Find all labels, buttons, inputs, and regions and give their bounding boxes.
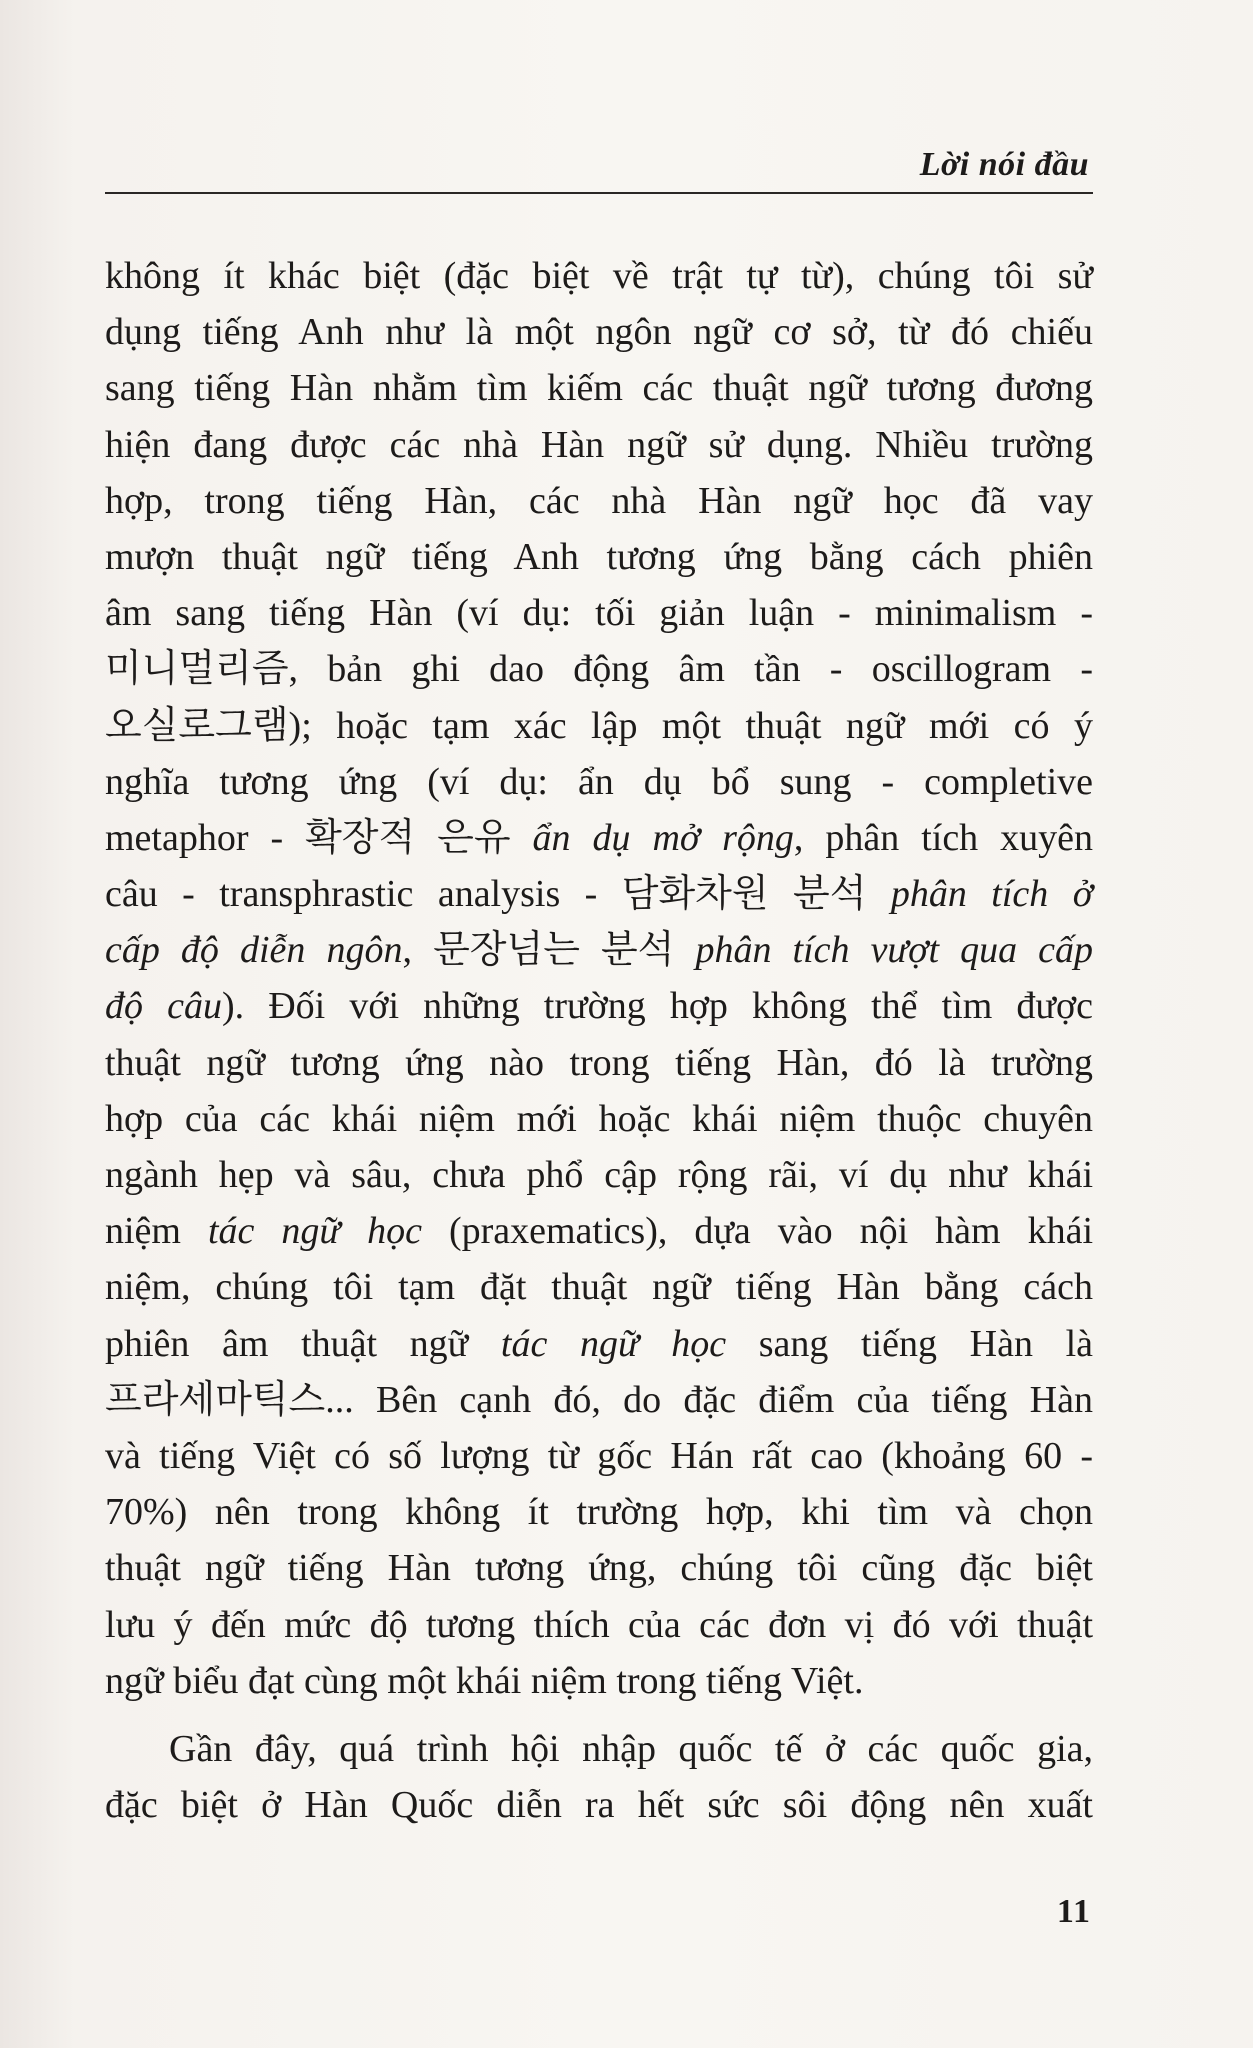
running-header (105, 140, 1093, 194)
text-run: niệm (105, 1210, 208, 1253)
text-line (105, 866, 1093, 922)
text-run: metaphor - 확장적 은유 (105, 816, 533, 859)
text-line (105, 248, 1093, 304)
text-run: niệm, chúng tôi tạm đặt thuật ngữ tiếng Hàn bằng cách (105, 1266, 1093, 1309)
text-run: 프라세마틱스... Bên cạnh đó, do đặc điểm của tiếng Hàn (105, 1378, 1093, 1421)
text-line (105, 1653, 1093, 1709)
text-line (105, 922, 1093, 978)
text-run: 오실로그램); hoặc tạm xác lập một thuật ngữ mới có ý (105, 704, 1093, 747)
text-line (105, 978, 1093, 1034)
text-line (105, 1316, 1093, 1372)
text-run: hiện đang được các nhà Hàn ngữ sử dụng. Nhiều trường (105, 423, 1093, 466)
text-line (105, 360, 1093, 416)
text-line (105, 417, 1093, 473)
paragraph-2 (105, 1721, 1093, 1833)
text-line (105, 1597, 1093, 1653)
text-run: lưu ý đến mức độ tương thích của các đơn vị đó với thuật (105, 1603, 1093, 1646)
text-line (105, 1540, 1093, 1596)
text-run: , 문장넘는 분석 (402, 929, 696, 972)
italic-term: phân tích ở (890, 873, 1093, 916)
text-line (105, 754, 1093, 810)
text-line (105, 529, 1093, 585)
running-title: Lời nói đầu (919, 146, 1089, 183)
text-run: sang tiếng Hàn là (726, 1322, 1093, 1365)
text-run: không ít khác biệt (đặc biệt về trật tự từ), chúng tôi sử (105, 255, 1093, 297)
text-run: , phân tích xuyên (793, 816, 1094, 859)
paragraph-gap (105, 1709, 1093, 1721)
text-line (105, 698, 1093, 754)
text-run: ngành hẹp và sâu, chưa phổ cập rộng rãi, ví dụ như khái (105, 1154, 1093, 1196)
italic-term: cấp độ diễn ngôn (105, 929, 403, 972)
text-run: dụng tiếng Anh như là một ngôn ngữ cơ sở, từ đó chiếu (105, 311, 1093, 354)
text-line (105, 304, 1093, 360)
text-line (105, 1777, 1093, 1833)
text-run: hợp của các khái niệm mới hoặc khái niệm thuộc chuyên (105, 1097, 1093, 1140)
text-run: câu - transphrastic analysis - 담화차원 분석 (105, 873, 891, 916)
text-line (105, 810, 1093, 866)
text-run: thuật ngữ tiếng Hàn tương ứng, chúng tôi cũng đặc biệt (105, 1547, 1093, 1590)
text-line (105, 585, 1093, 641)
text-run: ). Đối với những trường hợp không thể tìm được (221, 985, 1093, 1028)
text-run: nghĩa tương ứng (ví dụ: ẩn dụ bổ sung - completive (105, 760, 1093, 803)
page-number: 11 (1056, 1893, 1091, 1930)
body-text (105, 248, 1093, 1833)
text-run: ngữ biểu đạt cùng một khái niệm trong tiếng Việt. (105, 1659, 864, 1702)
text-run: đặc biệt ở Hàn Quốc diễn ra hết sức sôi động nên xuất (105, 1784, 1093, 1827)
text-line (105, 473, 1093, 529)
text-run: 미니멀리즘, bản ghi dao động âm tần - oscillogram - (105, 648, 1093, 691)
text-run: Gần đây, quá trình hội nhập quốc tế ở các quốc gia, (169, 1727, 1093, 1770)
text-line (105, 641, 1093, 697)
text-run: (praxematics), dựa vào nội hàm khái (421, 1210, 1094, 1253)
text-line (105, 1721, 1093, 1777)
italic-term: ẩn dụ mở rộng (532, 816, 794, 859)
text-line (105, 1203, 1093, 1259)
text-line (105, 1147, 1093, 1203)
text-line (105, 1091, 1093, 1147)
text-run: 70%) nên trong không ít trường hợp, khi tìm và chọn (105, 1491, 1093, 1534)
text-run: và tiếng Việt có số lượng từ gốc Hán rất cao (khoảng 60 - (105, 1434, 1093, 1477)
italic-term: độ câu (105, 985, 222, 1028)
paragraph-1 (105, 248, 1093, 1709)
text-line (105, 1035, 1093, 1091)
text-line (105, 1484, 1093, 1540)
italic-term: phân tích vượt qua cấp (695, 929, 1093, 972)
italic-term: tác ngữ học (500, 1322, 727, 1365)
italic-term: tác ngữ học (207, 1210, 422, 1253)
text-run: thuật ngữ tương ứng nào trong tiếng Hàn, đó là trường (105, 1041, 1093, 1084)
text-run: âm sang tiếng Hàn (ví dụ: tối giản luận - minimalism - (105, 592, 1093, 635)
text-run: sang tiếng Hàn nhằm tìm kiếm các thuật ngữ tương đương (105, 367, 1093, 410)
text-line (105, 1428, 1093, 1484)
text-run: mượn thuật ngữ tiếng Anh tương ứng bằng cách phiên (105, 535, 1093, 578)
text-line (105, 1372, 1093, 1428)
text-line (105, 1259, 1093, 1315)
text-run: hợp, trong tiếng Hàn, các nhà Hàn ngữ học đã vay (105, 479, 1093, 522)
text-run: phiên âm thuật ngữ (105, 1322, 501, 1365)
